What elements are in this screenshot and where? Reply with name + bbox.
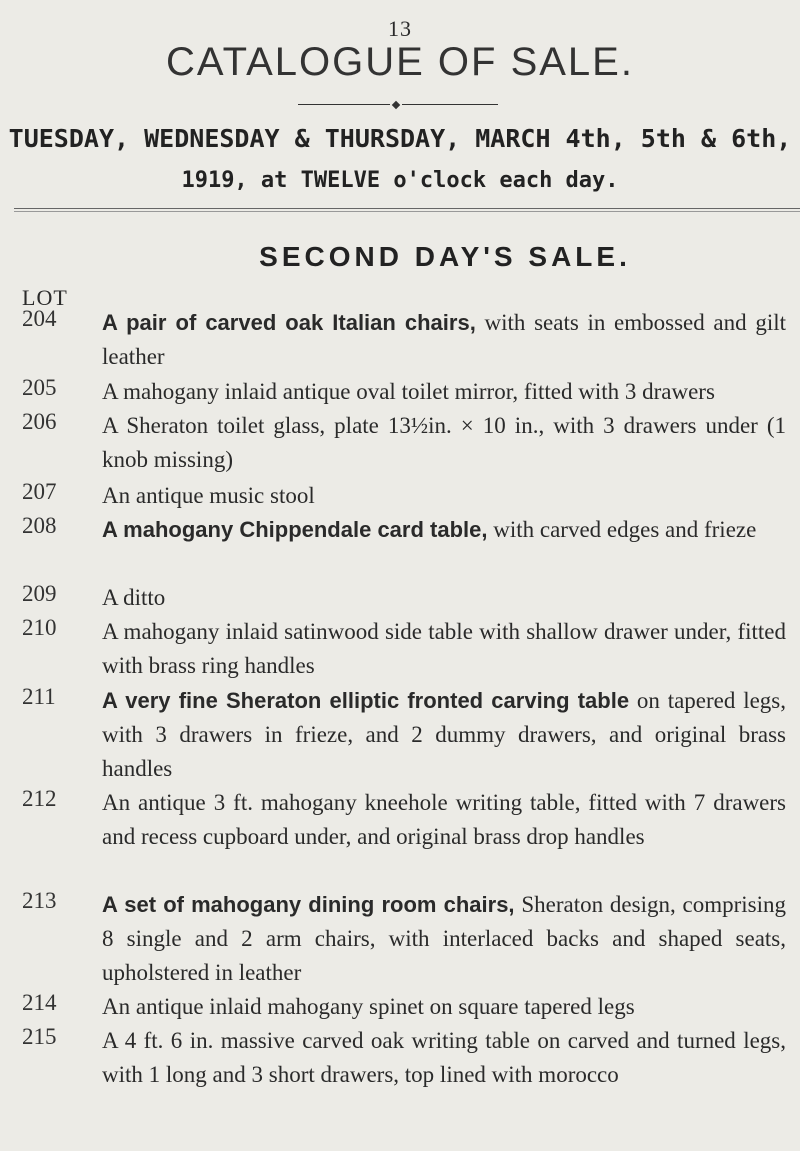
lot-number: 212 (22, 786, 57, 811)
lot-description (102, 1024, 786, 1092)
lot-description-text: An antique inlaid mahogany spinet on square tapered legs (102, 994, 635, 1019)
catalogue-title: CATALOGUE OF SALE. (166, 40, 634, 84)
lot-description-text: A mahogany inlaid satinwood side table with shallow drawer under, fitted with brass ring handles (102, 619, 786, 678)
lot-description-lead: A set of mahogany dining room chairs, (102, 892, 515, 917)
lot-number: 208 (22, 513, 57, 538)
lot-description (102, 888, 786, 990)
lot-number: 206 (22, 409, 57, 434)
sale-dates: TUESDAY, WEDNESDAY & THURSDAY, MARCH 4th, 5th & 6th, (8, 124, 792, 153)
lot-description-lead: A pair of carved oak Italian chairs, (102, 310, 476, 335)
lot-description (102, 581, 786, 615)
title-ornament (298, 102, 498, 108)
lot-number: 207 (22, 479, 57, 504)
divider-rule-secondary (14, 211, 800, 212)
lot-description-text: Sheraton design, comprising 8 single and 2 arm chairs, with interlaced backs and shaped seats, upholstered in leather (102, 892, 786, 985)
lot-description (102, 990, 786, 1024)
lot-number: 211 (22, 684, 56, 709)
lot-description-text: A mahogany inlaid antique oval toilet mirror, fitted with 3 drawers (102, 379, 715, 404)
lot-number: 210 (22, 615, 57, 640)
lot-description (102, 513, 786, 547)
lot-description (102, 615, 786, 683)
lot-description (102, 786, 786, 854)
lot-description (102, 306, 786, 374)
lot-description-lead: A very fine Sheraton elliptic fronted carving table (102, 688, 630, 713)
lot-description-lead: A mahogany Chippendale card table, (102, 517, 488, 542)
lot-number: 204 (22, 306, 57, 331)
lot-number: 213 (22, 888, 57, 913)
lot-description (102, 409, 786, 477)
lot-number: 215 (22, 1024, 57, 1049)
lot-description (102, 375, 786, 409)
lot-number: 205 (22, 375, 57, 400)
lot-description-text: A 4 ft. 6 in. massive carved oak writing table on carved and turned legs, with 1 long and 3 short drawers, top lined with morocco (102, 1028, 786, 1087)
lot-number: 214 (22, 990, 57, 1015)
lot-description-text: with seats in embossed and gilt leather (102, 310, 786, 369)
lot-description (102, 684, 786, 786)
section-heading: SECOND DAY'S SALE. (259, 241, 631, 272)
lot-description-text: An antique 3 ft. mahogany kneehole writing table, fitted with 7 drawers and recess cupboard under, and original brass drop handles (102, 790, 786, 849)
lot-description-text: on tapered legs, with 3 drawers in frieze, and 2 dummy drawers, and original brass handles (102, 688, 786, 781)
page-number: 13 (388, 16, 412, 41)
lot-description-text: with carved edges and frieze (487, 517, 757, 542)
lot-number: 209 (22, 581, 57, 606)
lot-column-header: LOT (22, 285, 68, 310)
lot-description-text: A ditto (102, 585, 166, 610)
lot-description (102, 479, 786, 513)
lot-description-text: A Sheraton toilet glass, plate 13½in. × 10 in., with 3 drawers under (1 knob missing) (102, 413, 786, 472)
lot-description-text: An antique music stool (102, 483, 315, 508)
divider-rule (14, 208, 800, 209)
sale-time: 1919, at TWELVE o'clock each day. (181, 168, 619, 193)
